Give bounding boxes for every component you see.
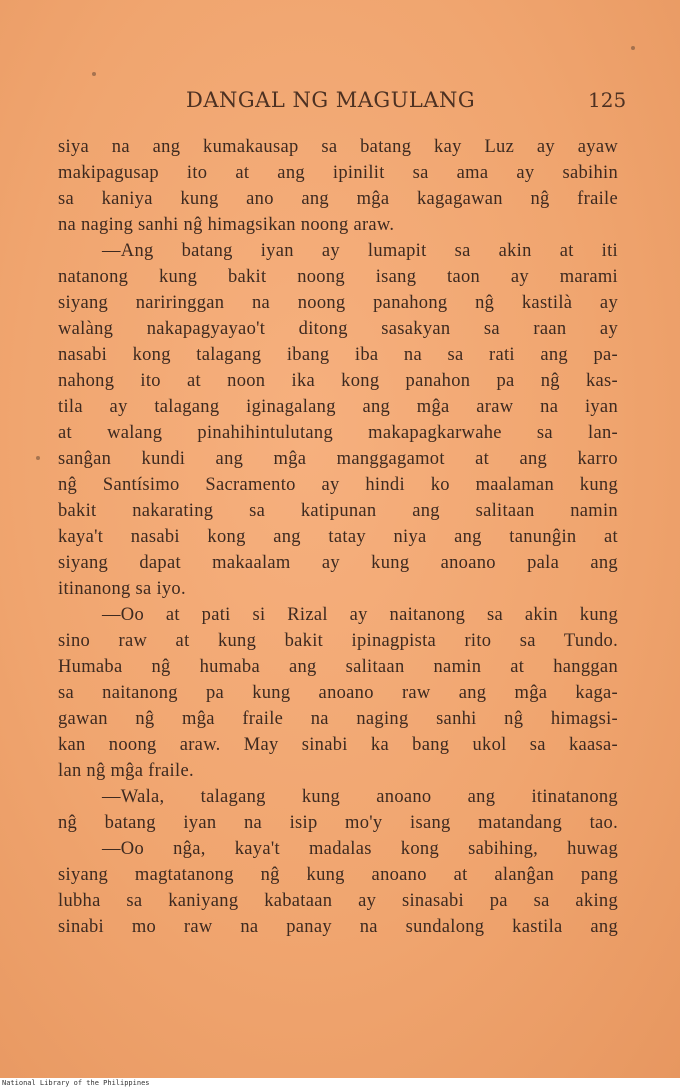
- text-line: siya na ang kumakausap sa batang kay Luz ay ayaw: [58, 137, 618, 157]
- text-line: siyang dapat makaalam ay kung anoano pala ang: [58, 553, 618, 573]
- text-line: sa kaniya kung ano ang mĝa kagagawan nĝ fraile: [58, 189, 618, 209]
- text-line: —Ang batang iyan ay lumapit sa akin at iti: [102, 241, 618, 261]
- paper-speck: [631, 46, 635, 50]
- paper-speck: [92, 72, 96, 76]
- paper-speck: [36, 456, 40, 460]
- text-line: —Oo at pati si Rizal ay naitanong sa akin kung: [102, 605, 618, 625]
- library-credit: National Library of the Philippines: [2, 1079, 150, 1087]
- text-line: lubha sa kaniyang kabataan ay sinasabi pa sa aking: [58, 891, 618, 911]
- running-header: [0, 88, 680, 118]
- text-line: natanong kung bakit noong isang taon ay marami: [58, 267, 618, 287]
- text-line: nĝ batang iyan na isip mo'y isang matandang tao.: [58, 813, 618, 833]
- text-line: walàng nakapagyayao't ditong sasakyan sa raan ay: [58, 319, 618, 339]
- body-text: [58, 134, 618, 940]
- text-line: —Wala, talagang kung anoano ang itinatanong: [102, 787, 618, 807]
- running-title: DANGAL NG MAGULANG: [186, 88, 476, 112]
- text-line: tila ay talagang iginagalang ang mĝa araw na iyan: [58, 397, 618, 417]
- text-line: at walang pinahihintulutang makapagkarwahe sa lan-: [58, 423, 618, 443]
- text-line: siyang magtatanong nĝ kung anoano at alanĝan pang: [58, 865, 618, 885]
- text-line: sa naitanong pa kung anoano raw ang mĝa kaga-: [58, 683, 618, 703]
- text-line: lan nĝ mĝa fraile.: [58, 761, 194, 781]
- text-line: sanĝan kundi ang mĝa manggagamot at ang karro: [58, 449, 618, 469]
- text-line: siyang nariringgan na noong panahong nĝ kastilà ay: [58, 293, 618, 313]
- text-line: —Oo nĝa, kaya't madalas kong sabihing, huwag: [102, 839, 618, 859]
- text-line: kaya't nasabi kong ang tatay niya ang tanunĝin at: [58, 527, 618, 547]
- text-line: bakit nakarating sa katipunan ang salitaan namin: [58, 501, 618, 521]
- page-number: 125: [588, 88, 627, 112]
- text-line: nahong ito at noon ika kong panahon pa nĝ kas-: [58, 371, 618, 391]
- text-line: gawan nĝ mĝa fraile na naging sanhi nĝ himagsi-: [58, 709, 618, 729]
- text-line: Humaba nĝ humaba ang salitaan namin at hanggan: [58, 657, 618, 677]
- text-line: itinanong sa iyo.: [58, 579, 186, 599]
- text-line: makipagusap ito at ang ipinilit sa ama ay sabihin: [58, 163, 618, 183]
- text-line: sino raw at kung bakit ipinagpista rito sa Tundo.: [58, 631, 618, 651]
- text-line: kan noong araw. May sinabi ka bang ukol sa kaasa-: [58, 735, 618, 755]
- text-line: na naging sanhi nĝ himagsikan noong araw.: [58, 215, 395, 235]
- text-line: nasabi kong talagang ibang iba na sa rati ang pa-: [58, 345, 618, 365]
- text-line: sinabi mo raw na panay na sundalong kastila ang: [58, 917, 618, 937]
- text-line: nĝ Santísimo Sacramento ay hindi ko maalaman kung: [58, 475, 618, 495]
